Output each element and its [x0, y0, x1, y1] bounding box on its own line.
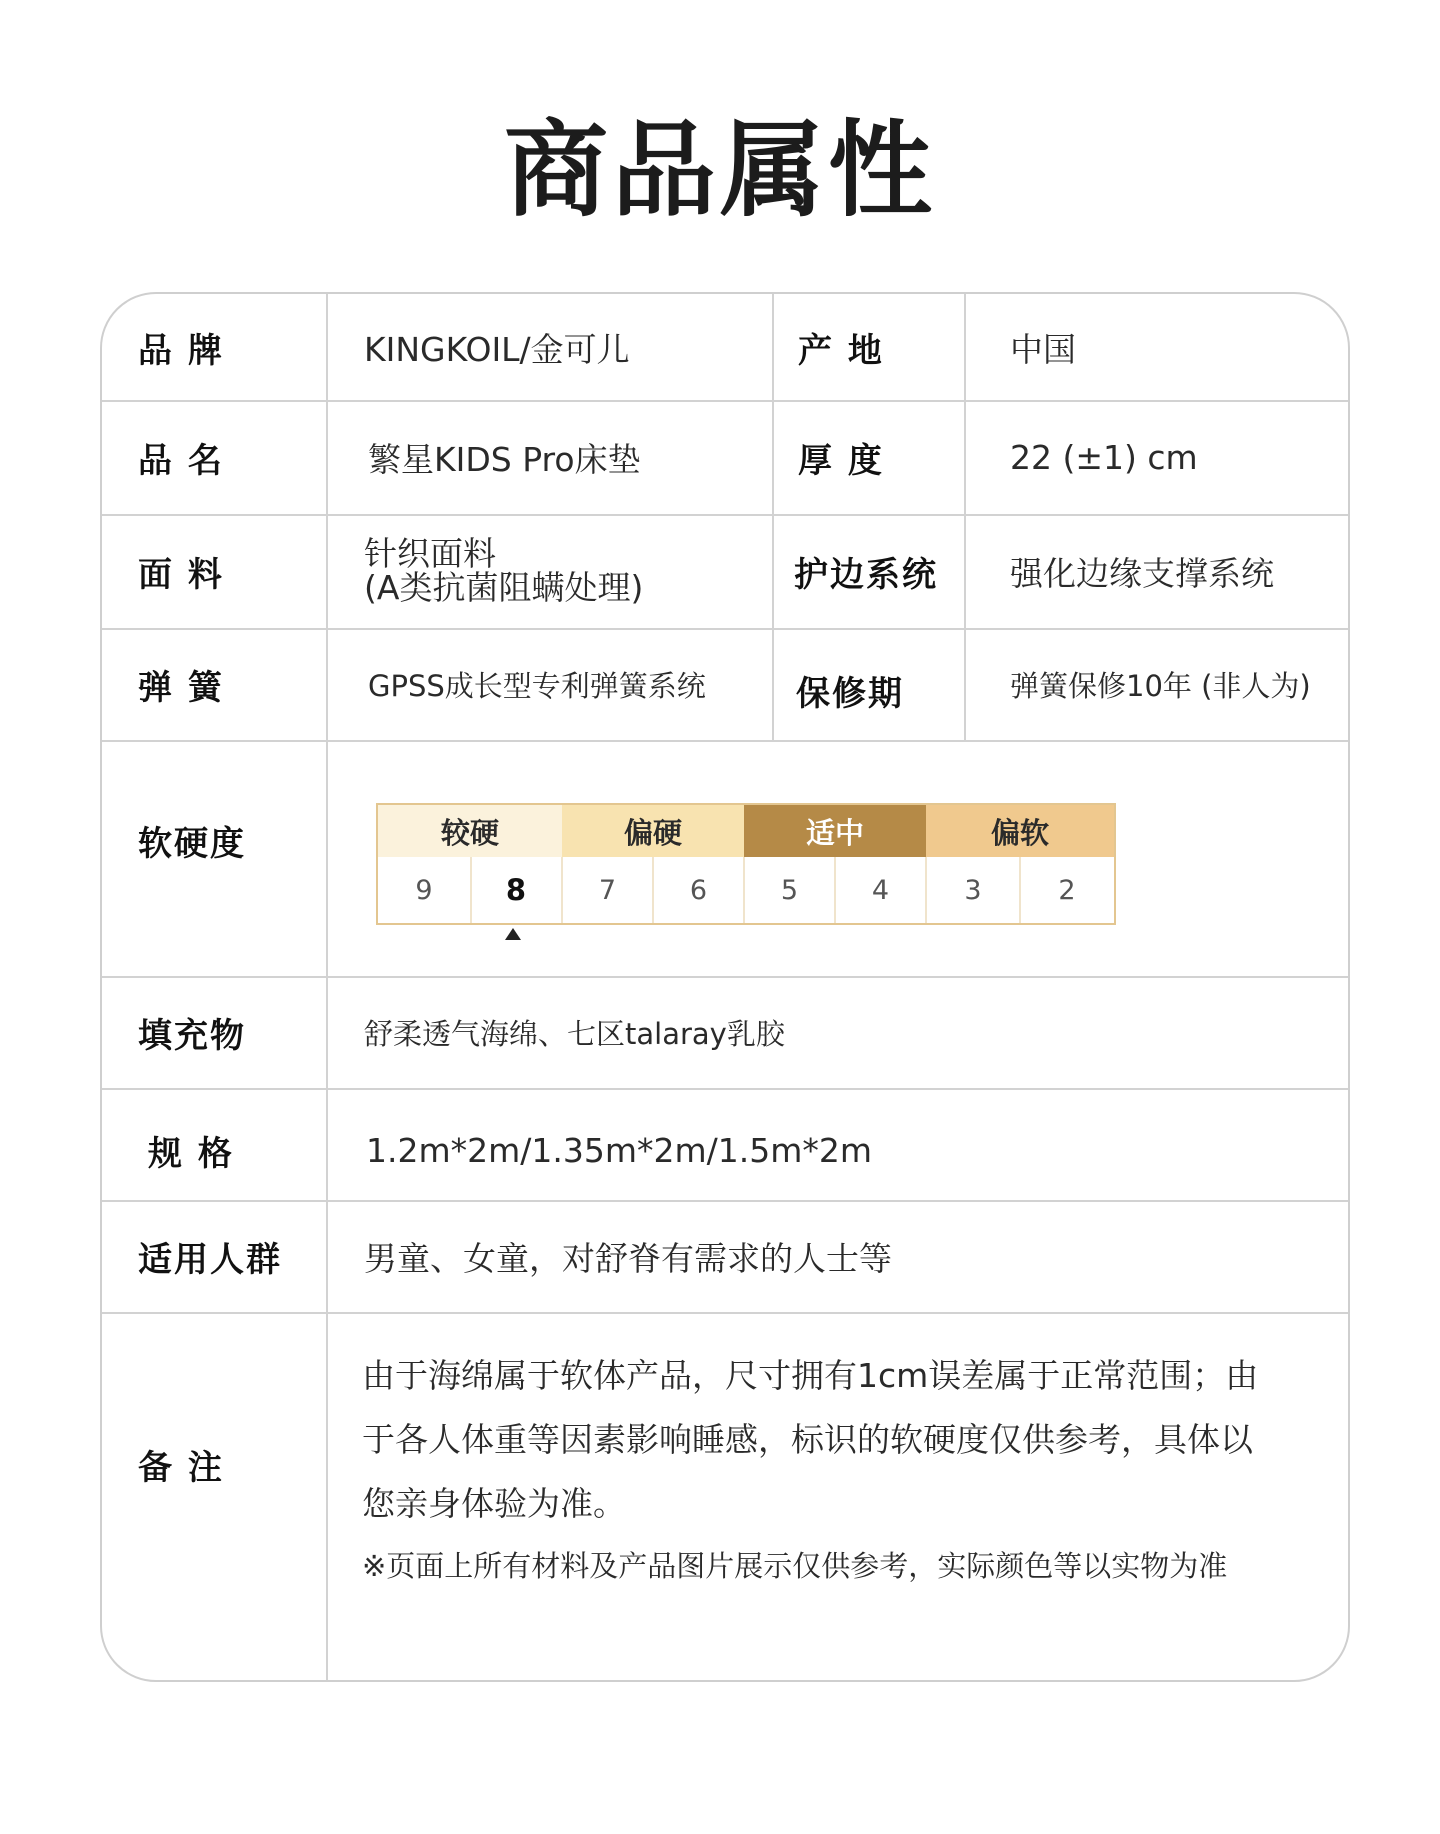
thickness-label: 厚 度 — [798, 440, 884, 481]
brand-value: KINGKOIL/金可儿 — [364, 329, 630, 369]
size-value: 1.2m*2m/1.35m*2m/1.5m*2m — [366, 1130, 873, 1170]
firmness-cell-divider — [470, 857, 472, 923]
attributes-table — [100, 292, 1350, 1682]
thickness-value: 22 (±1) cm — [1010, 437, 1198, 477]
firmness-number: 9 — [415, 874, 433, 906]
audience-value: 男童、女童，对舒脊有需求的人士等 — [364, 1238, 892, 1278]
row-divider — [102, 740, 1350, 742]
remark-line1: 由于海绵属于软体产品，尺寸拥有1cm误差属于正常范围；由 — [362, 1356, 1259, 1395]
firmness-cell-divider — [1019, 857, 1021, 923]
column-divider — [772, 294, 774, 740]
origin-value: 中国 — [1010, 329, 1076, 369]
name-value: 繁星KIDS Pro床垫 — [368, 439, 641, 479]
origin-label: 产 地 — [798, 330, 884, 371]
firmness-number: 2 — [1058, 874, 1076, 906]
brand-label: 品 牌 — [138, 330, 224, 371]
size-label: 规 格 — [148, 1133, 234, 1174]
row-divider — [102, 1312, 1350, 1314]
remark-line3: 您亲身体验为准。 — [362, 1484, 626, 1523]
firmness-cell-divider — [652, 857, 654, 923]
name-label: 品 名 — [138, 440, 224, 481]
firmness-number: 6 — [689, 874, 708, 906]
firmness-cell-divider — [834, 857, 836, 923]
warranty-value: 弹簧保修10年 (非人为) — [1010, 668, 1311, 703]
audience-label: 适用人群 — [138, 1239, 282, 1280]
remark-content — [362, 1344, 1332, 1586]
firmness-number: 3 — [964, 874, 982, 906]
firmness-label: 软硬度 — [138, 823, 246, 864]
fabric-value-line1: 针织面料 — [364, 534, 496, 573]
column-divider — [964, 294, 966, 740]
fabric-value — [364, 514, 643, 628]
firmness-number: 5 — [780, 874, 799, 906]
page-title: 商品属性 — [503, 109, 936, 231]
fabric-label: 面 料 — [138, 554, 224, 595]
firmness-scale — [376, 803, 1116, 925]
firmness-cell-divider — [561, 857, 563, 923]
firmness-marker-icon — [505, 928, 521, 940]
firmness-band-fairly-soft: 偏软 — [926, 805, 1114, 857]
filling-value: 舒柔透气海绵、七区talaray乳胶 — [364, 1016, 785, 1051]
fabric-value-line2: (A类抗菌阻螨处理) — [364, 568, 644, 607]
edge-value: 强化边缘支撑系统 — [1010, 553, 1274, 593]
filling-label: 填充物 — [138, 1015, 246, 1056]
warranty-label: 保修期 — [796, 673, 904, 714]
firmness-band-hard: 较硬 — [378, 805, 562, 857]
remark-label: 备 注 — [138, 1447, 224, 1488]
spring-label: 弹 簧 — [138, 667, 224, 708]
firmness-number: 7 — [598, 874, 617, 906]
firmness-band-medium: 适中 — [744, 805, 926, 857]
remark-line2: 于各人体重等因素影响睡感，标识的软硬度仅供参考，具体以 — [362, 1420, 1253, 1459]
firmness-band-fairly-hard: 偏硬 — [562, 805, 744, 857]
firmness-number: 4 — [871, 874, 890, 906]
firmness-number-selected: 8 — [505, 873, 527, 907]
firmness-cell-divider — [925, 857, 927, 923]
edge-label: 护边系统 — [794, 554, 938, 595]
spring-value: GPSS成长型专利弹簧系统 — [368, 668, 706, 703]
firmness-cell-divider — [743, 857, 745, 923]
remark-note: ※页面上所有材料及产品图片展示仅供参考，实际颜色等以实物为准 — [362, 1549, 1228, 1583]
column-divider — [326, 294, 328, 1682]
